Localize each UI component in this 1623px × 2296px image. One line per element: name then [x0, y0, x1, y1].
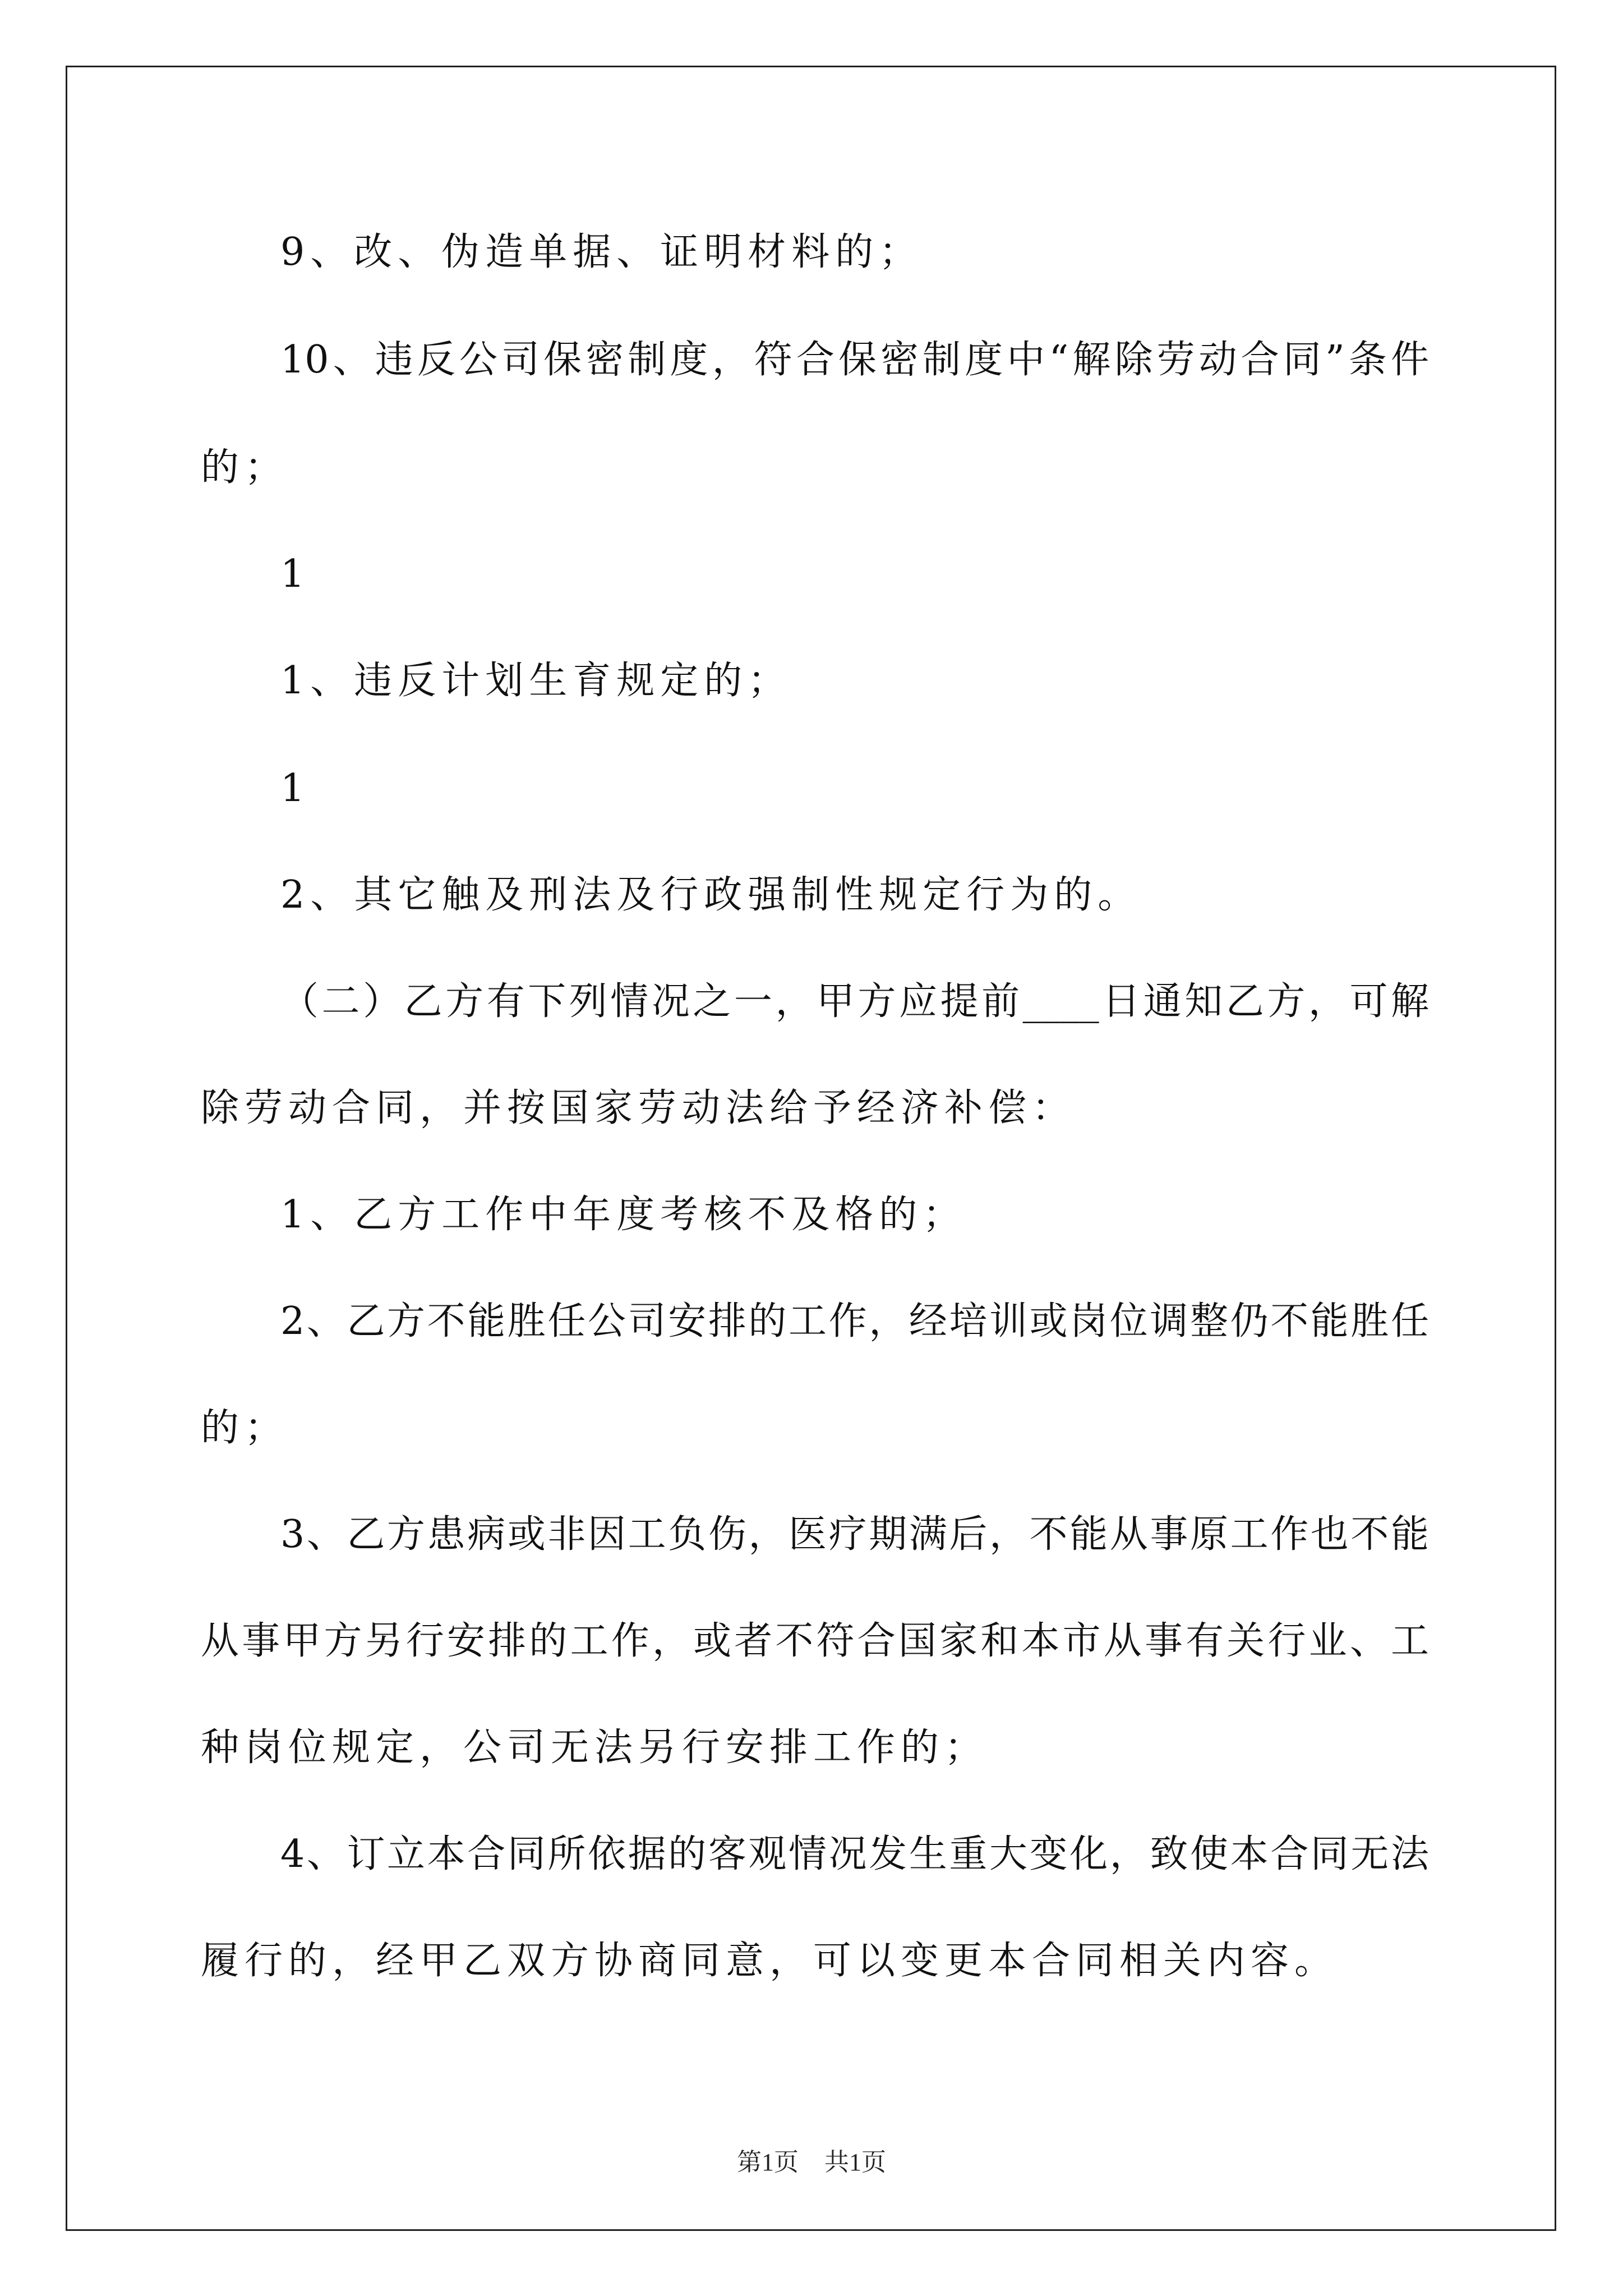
text-line: 1 — [280, 552, 311, 596]
text-line: 2、其它触及刑法及行政强制性规定行为的。 — [280, 873, 1142, 917]
text-line: 1、违反计划生育规定的； — [280, 659, 792, 703]
text-line: 1、乙方工作中年度考核不及格的； — [280, 1193, 967, 1237]
text-line: 从事甲方另行安排的工作，或者不符合国家和本市从事有关行业、工 — [201, 1619, 1429, 1663]
text-line: 9、改、伪造单据、证明材料的； — [280, 230, 923, 274]
text-line: 履行的，经甲乙双方协商同意，可以变更本合同相关内容。 — [201, 1939, 1339, 1983]
text-line: 10、违反公司保密制度，符合保密制度中“解除劳动合同”条件 — [280, 338, 1429, 382]
page-border — [66, 66, 1556, 2231]
text-line: 的； — [201, 1406, 289, 1450]
page-number: 第1页 — [737, 2148, 799, 2176]
text-line: 除劳动合同，并按国家劳动法给予经济补偿： — [201, 1086, 1076, 1130]
text-line: 2、乙方不能胜任公司安排的工作，经培训或岗位调整仍不能胜任 — [280, 1299, 1429, 1343]
text-line: 4、订立本合同所依据的客观情况发生重大变化，致使本合同无法 — [280, 1832, 1429, 1876]
text-line: 种岗位规定，公司无法另行安排工作的； — [201, 1726, 989, 1770]
text-line: （二）乙方有下列情况之一，甲方应提前____日通知乙方，可解 — [280, 979, 1429, 1024]
text-line: 3、乙方患病或非因工负伤，医疗期满后，不能从事原工作也不能 — [280, 1512, 1429, 1557]
page-footer — [0, 2142, 1623, 2178]
page-total: 共1页 — [824, 2148, 886, 2176]
text-line: 的； — [201, 445, 289, 490]
text-line: 1 — [280, 766, 311, 811]
